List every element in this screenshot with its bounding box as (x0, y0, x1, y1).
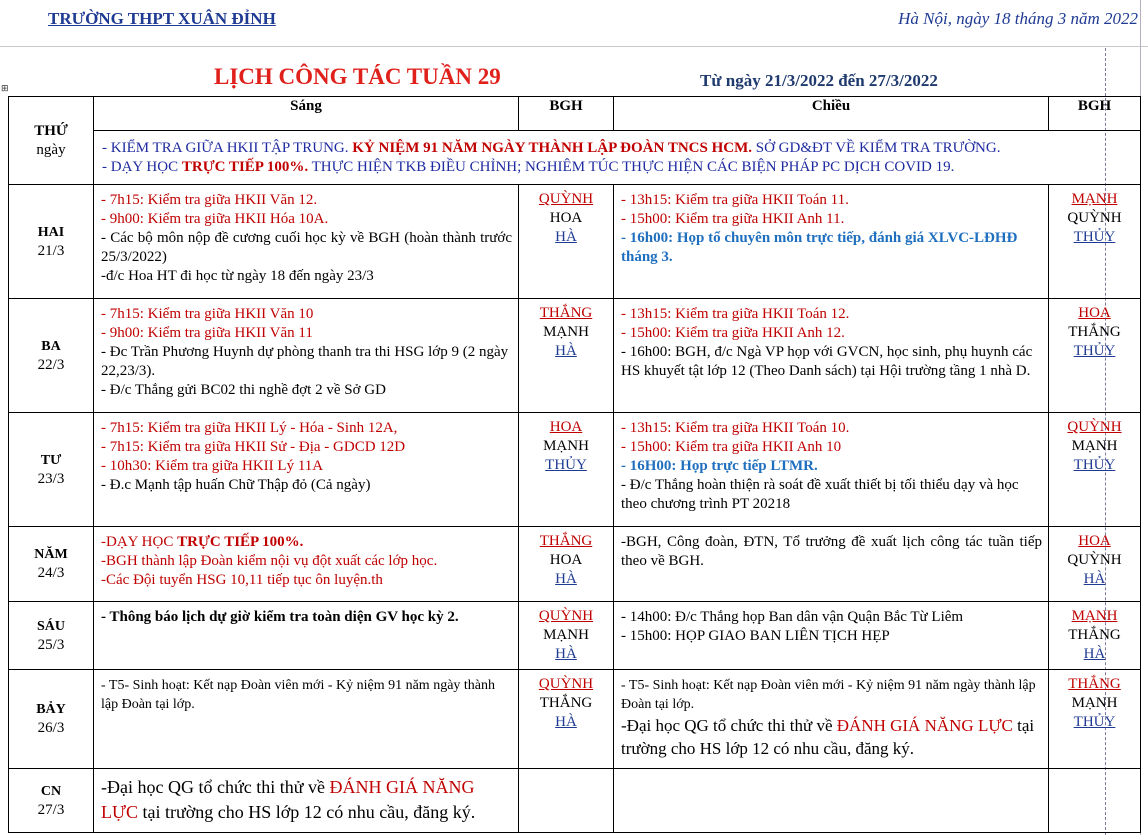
afternoon-cell[interactable]: - 13h15: Kiểm tra giữa HKII Toán 10. - 15h00: Kiểm tra giữa HKII Anh 10 - 16H00: Họp trực tiếp LTMR. - Đ/c Thắng hoàn thiện rà soát đề xuất thiết bị tối thiểu dạy và học theo chương trình PT 20218 (614, 413, 1049, 527)
morning-cell[interactable]: - 7h15: Kiểm tra giữa HKII Văn 12. - 9h00: Kiểm tra giữa HKII Hóa 10A. - Các bộ môn nộp đề cương cuối học kỳ về BGH (hoàn thành trước 25/3/2022) -đ/c Hoa HT đi học từ ngày 18 đến ngày 23/3 (94, 185, 519, 299)
bgh-afternoon-cell[interactable] (1049, 769, 1141, 833)
header-divider (0, 46, 1148, 47)
day-cell: HAI 21/3 (9, 185, 94, 299)
bgh-morning-cell[interactable]: QUỲNH MẠNH HÀ (519, 602, 614, 670)
header-sang: Sáng (94, 97, 519, 131)
day-cell: BẢY 26/3 (9, 670, 94, 769)
notes-line2-b: TRỰC TIẾP 100%. (181, 159, 309, 175)
table-row (9, 602, 1141, 670)
morning-cell[interactable]: -DẠY HỌC TRỰC TIẾP 100%. -BGH thành lập Đoàn kiểm nội vụ đột xuất các lớp học. -Các Đội tuyển HSG 10,11 tiếp tục ôn luyện.th (94, 527, 519, 602)
date-range: Từ ngày 21/3/2022 đến 27/3/2022 (700, 71, 938, 90)
day-cell: BA 22/3 (9, 299, 94, 413)
afternoon-cell[interactable]: - 13h15: Kiểm tra giữa HKII Toán 12. - 15h00: Kiểm tra giữa HKII Anh 12. - 16h00: BGH, đ/c Ngà VP họp với GVCN, học sinh, phụ huynh các HS khuyết tật lớp 12 (Theo Danh sách) tại Hội trường tầng 1 nhà D. (614, 299, 1049, 413)
header-ngay: ngày (36, 141, 66, 158)
table-row (9, 527, 1141, 602)
notes-line1-b: KỶ NIỆM 91 NĂM NGÀY THÀNH LẬP ĐOÀN TNCS HCM. (352, 140, 752, 156)
notes-line2-a: - DẠY HỌC (102, 159, 182, 175)
table-anchor-icon[interactable]: ⊞ (1, 84, 9, 94)
afternoon-cell[interactable]: -BGH, Công đoàn, ĐTN, Tổ trưởng đề xuất lịch công tác tuần tiếp theo về BGH. (614, 527, 1049, 602)
afternoon-cell[interactable]: - 14h00: Đ/c Thắng họp Ban dân vận Quận Bắc Từ Liêm - 15h00: HỌP GIAO BAN LIÊN TỊCH HẸP (614, 602, 1049, 670)
day-cell: TƯ 23/3 (9, 413, 94, 527)
day-cell: NĂM 24/3 (9, 527, 94, 602)
morning-cell[interactable]: -Đại học QG tổ chức thi thử về ĐÁNH GIÁ NĂNG LỰC tại trường cho HS lớp 12 có nhu cầu, đăng ký. (94, 769, 519, 833)
morning-cell[interactable]: - 7h15: Kiểm tra giữa HKII Lý - Hóa - Sinh 12A, - 7h15: Kiểm tra giữa HKII Sử - Địa - GDCD 12D - 10h30: Kiểm tra giữa HKII Lý 11A - Đ.c Mạnh tập huấn Chữ Thập đỏ (Cả ngày) (94, 413, 519, 527)
notes-spacer (1049, 131, 1141, 185)
bgh-afternoon-cell[interactable]: THẮNG MẠNH THỦY (1049, 670, 1141, 769)
bgh-afternoon-cell[interactable]: HOA THẮNG THỦY (1049, 299, 1141, 413)
table-header-row (9, 97, 1141, 131)
morning-cell[interactable]: - T5- Sinh hoạt: Kết nạp Đoàn viên mới - Kỷ niệm 91 năm ngày thành lập Đoàn tại lớp. (94, 670, 519, 769)
bgh-afternoon-cell[interactable]: QUỲNH MẠNH THỦY (1049, 413, 1141, 527)
week-notes (94, 131, 1049, 185)
notes-line1-a: - KIỂM TRA GIỮA HKII TẬP TRUNG. (102, 140, 353, 156)
schedule-table (8, 96, 1141, 833)
header-thu-ngay (9, 97, 94, 185)
header-thu: THỨ (34, 122, 68, 139)
bgh-afternoon-cell[interactable]: HOA QUỲNH HÀ (1049, 527, 1141, 602)
bgh-afternoon-cell[interactable]: MẠNH THẮNG HÀ (1049, 602, 1141, 670)
bgh-morning-cell[interactable] (519, 769, 614, 833)
week-notes-row (9, 131, 1141, 185)
table-row (9, 769, 1141, 833)
school-name: TRƯỜNG THPT XUÂN ĐỈNH (48, 9, 276, 28)
bgh-morning-cell[interactable]: QUỲNH THẮNG HÀ (519, 670, 614, 769)
afternoon-cell[interactable]: - 13h15: Kiểm tra giữa HKII Toán 11. - 15h00: Kiểm tra giữa HKII Anh 11. - 16h00: Họp tổ chuyên môn trực tiếp, đánh giá XLVC-LĐHĐ tháng 3. (614, 185, 1049, 299)
day-cell: SÁU 25/3 (9, 602, 94, 670)
day-cell: CN 27/3 (9, 769, 94, 833)
table-row (9, 670, 1141, 769)
page-title: LỊCH CÔNG TÁC TUẦN 29 (214, 64, 501, 89)
header-bgh-afternoon: BGH (1049, 97, 1141, 131)
header-bgh-morning: BGH (519, 97, 614, 131)
afternoon-cell[interactable]: - T5- Sinh hoạt: Kết nạp Đoàn viên mới - Kỷ niệm 91 năm ngày thành lập Đoàn tại lớp. -Đại học QG tổ chức thi thử về ĐÁNH GIÁ NĂNG LỰC tại trường cho HS lớp 12 có nhu cầu, đăng ký. (614, 670, 1049, 769)
header-chieu: Chiều (614, 97, 1049, 131)
bgh-morning-cell[interactable]: HOA MẠNH THỦY (519, 413, 614, 527)
dateline: Hà Nội, ngày 18 tháng 3 năm 2022 (898, 9, 1138, 28)
notes-line1-c: SỞ GD&ĐT VỀ KIỂM TRA TRƯỜNG. (752, 140, 1001, 156)
table-row (9, 413, 1141, 527)
bgh-afternoon-cell[interactable]: MẠNH QUỲNH THỦY (1049, 185, 1141, 299)
morning-cell[interactable]: - 7h15: Kiểm tra giữa HKII Văn 10 - 9h00: Kiểm tra giữa HKII Văn 11 - Đc Trần Phương Huynh dự phòng thanh tra thi HSG lớp 9 (2 ngày 22,23/3). - Đ/c Thắng gửi BC02 thi nghề đợt 2 về Sở GD (94, 299, 519, 413)
bgh-morning-cell[interactable]: QUỲNH HOA HÀ (519, 185, 614, 299)
bgh-morning-cell[interactable]: THẮNG MẠNH HÀ (519, 299, 614, 413)
bgh-morning-cell[interactable]: THẮNG HOA HÀ (519, 527, 614, 602)
notes-line2-c: THỰC HIỆN TKB ĐIỀU CHỈNH; NGHIÊM TÚC THỰC HIỆN CÁC BIỆN PHÁP PC DỊCH COVID 19. (308, 159, 955, 175)
afternoon-cell[interactable] (614, 769, 1049, 833)
table-row (9, 185, 1141, 299)
table-row (9, 299, 1141, 413)
morning-cell[interactable]: - Thông báo lịch dự giờ kiểm tra toàn diện GV học kỳ 2. (94, 602, 519, 670)
